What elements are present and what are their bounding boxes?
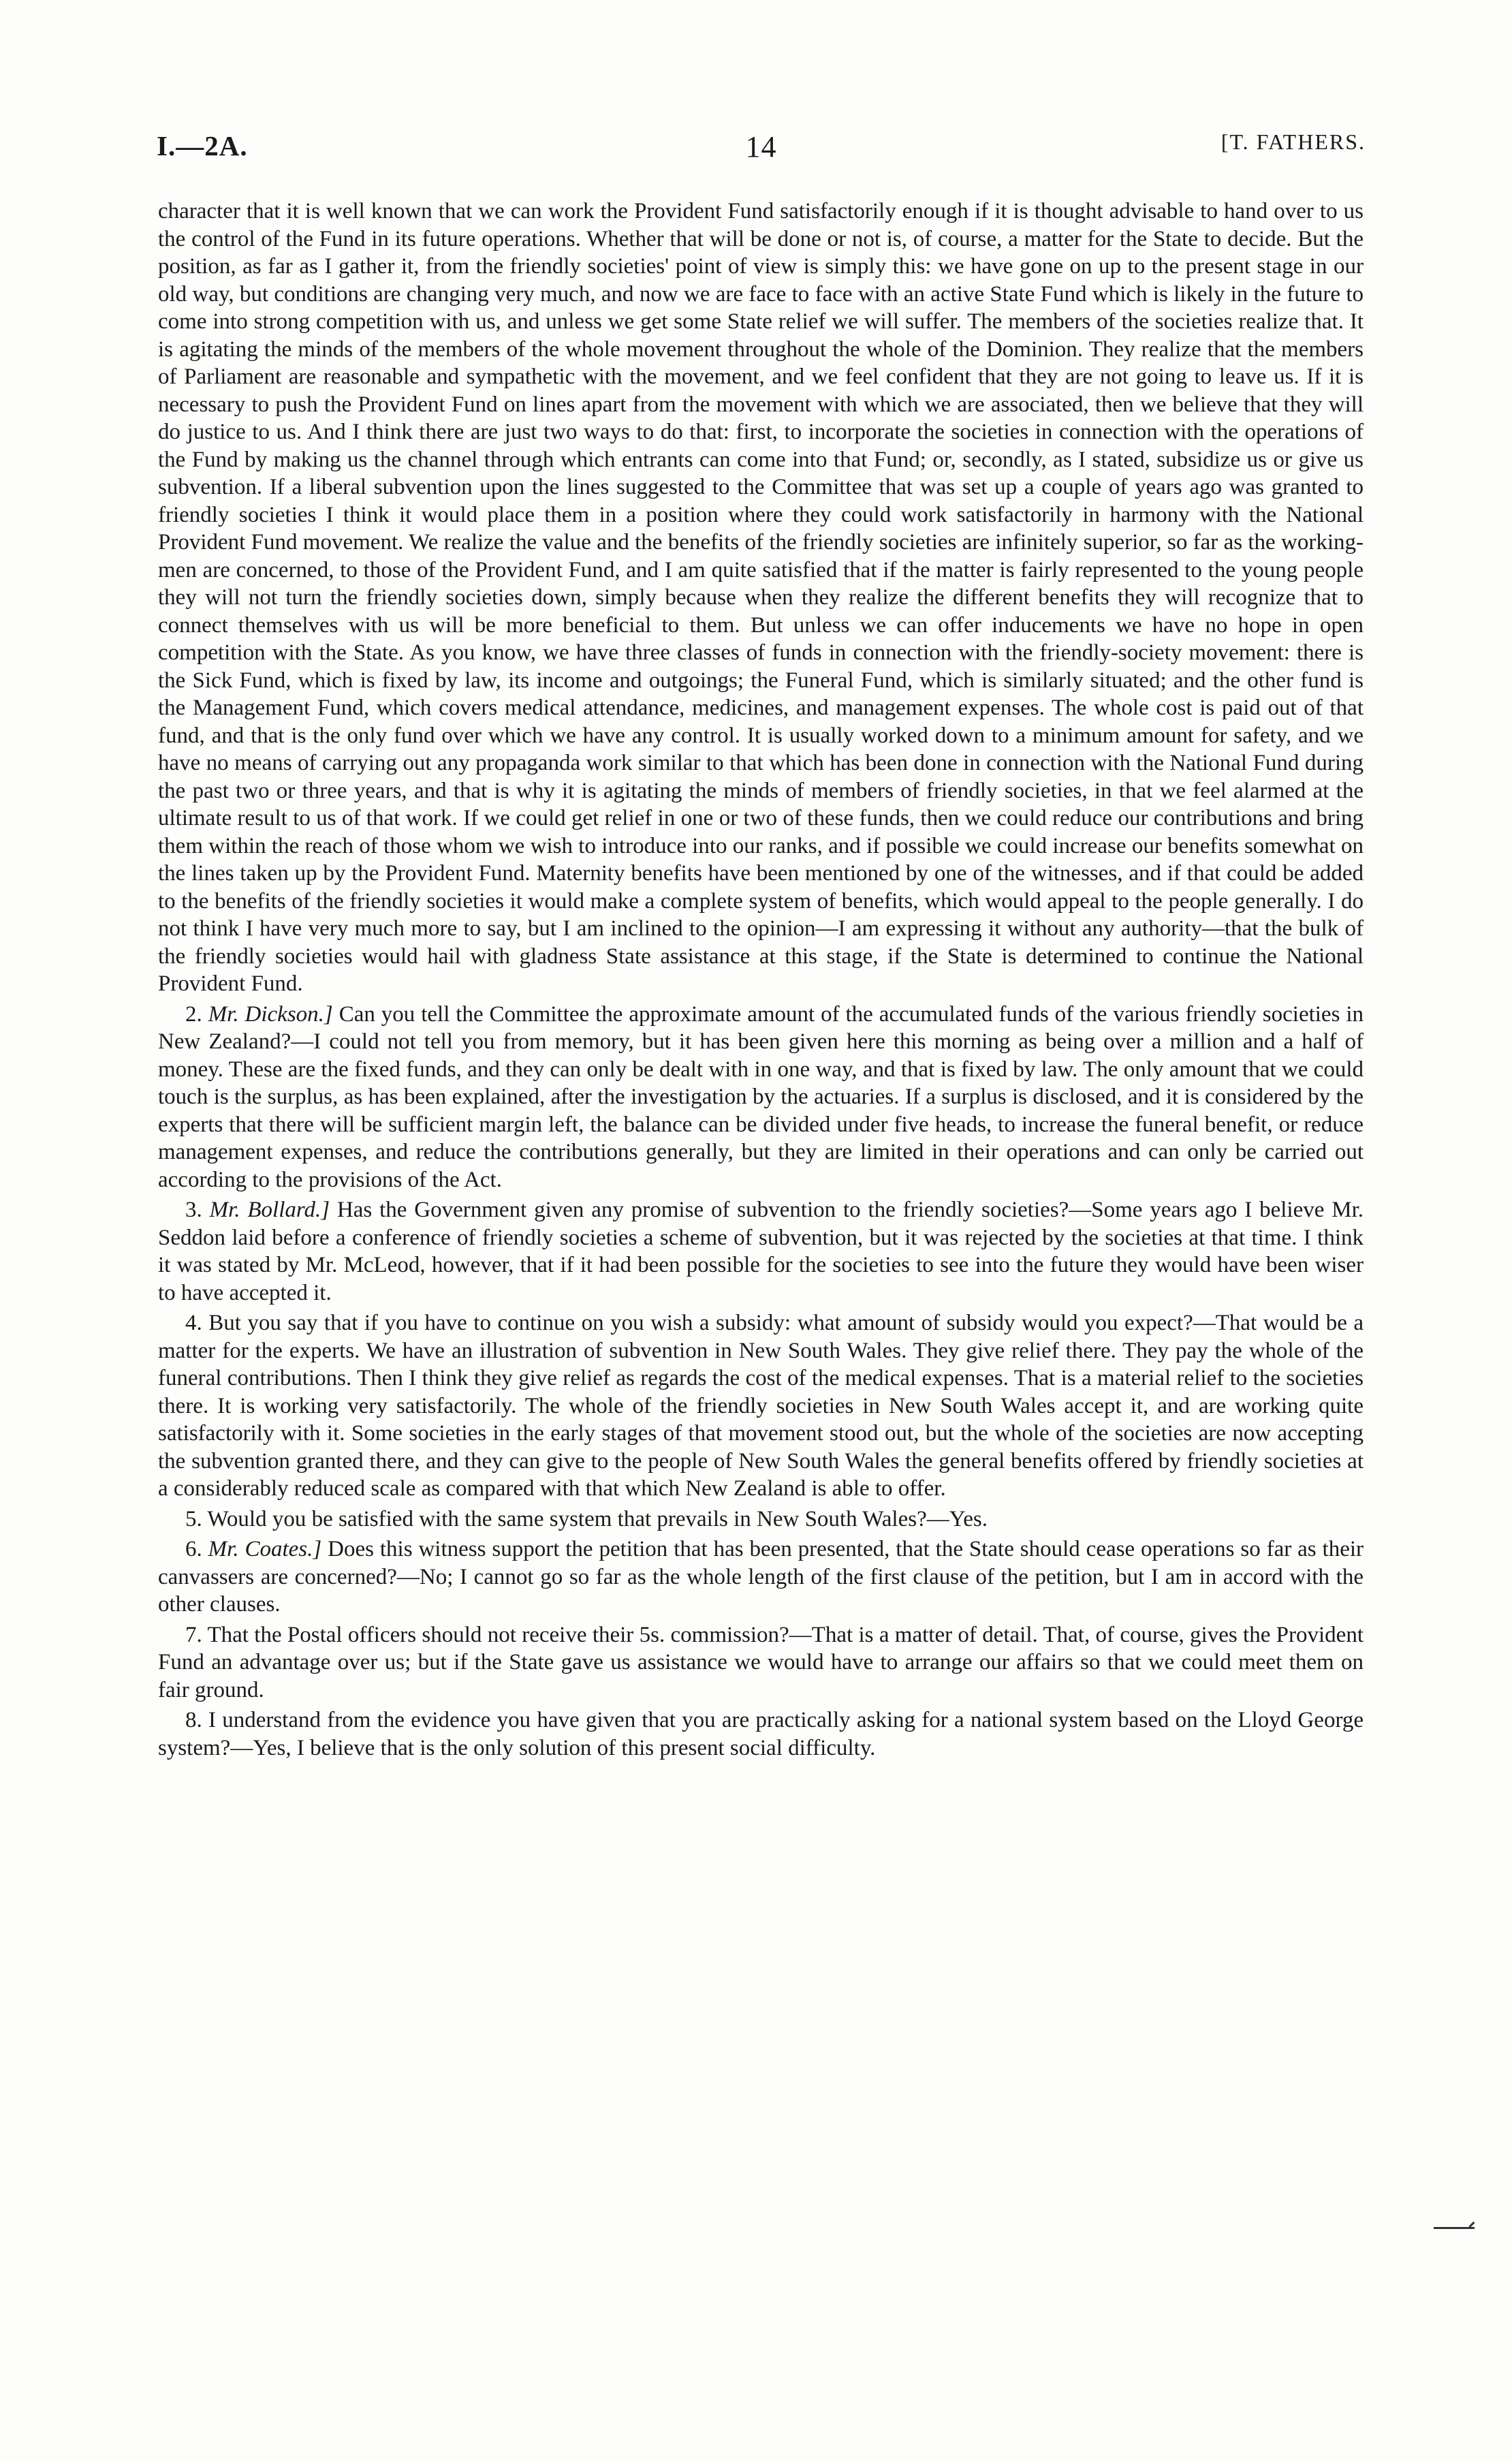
paragraph-text: Can you tell the Committee the approximate amount of the accumulated funds of the various friendly societies in New Zealand?—I could not tell you from memory, but it has been given here this morning as being over a million and a half of money. These are the fixed funds, and they can only be dealt with in one way, and that is fixed by law. The only amount that we could touch is the surplus, as has been explained, after the investigation by the actuaries. If a surplus is disclosed, and it is considered by the experts that there will be sufficient margin left, the balance can be divided under five heads, to increase the funeral benefit, or reduce management expenses, and reduce the contributions generally, but they are limited in their operations and can only be carried out according to the provisions of the Act. <box>158 1001 1364 1192</box>
paragraph-text: That the Postal officers should not receive their 5s. commission?—That is a matter of detail. That, of course, gives the Provident Fund an advantage over us; but if the State gave us assistance we would have to arrange our affairs so that we could meet them on fair ground. <box>158 1622 1364 1702</box>
margin-pencil-mark <box>1434 2227 1475 2232</box>
paragraph-text: But you say that if you have to continue on you wish a subsidy: what amount of subsidy would you expect?—That would be a matter for the experts. We have an illustration of subvention in New South Wales. They give relief there. They pay the whole of the funeral contributions. Then I think they give relief as regards the cost of the medical expenses. That is a material relief to the societies there. It is working very satisfactorily. The whole of the friendly societies in New South Wales accept it, and are working quite satisfactorily with it. Some societies in the early stages of that movement stood out, but the whole of the societies are now accepting the subvention granted there, and they can give to the people of New South Wales the general benefits offered by friendly societies at a considerably reduced scale as compared with that which New Zealand is able to offer. <box>158 1311 1364 1501</box>
question-number: 7. <box>185 1622 202 1647</box>
paragraph-text: I understand from the evidence you have given that you are practically asking for a national system based on the Lloyd George system?—Yes, I believe that is the only solution of this present social difficulty. <box>158 1708 1364 1760</box>
question-paragraph <box>158 1196 1364 1307</box>
question-number: 2. <box>185 1001 202 1027</box>
paragraph-text: Has the Government given any promise of subvention to the friendly societies?—Some years ago I believe Mr. Seddon laid before a conference of friendly societies a scheme of subvention, but it was rejected by the societies at that time. I think it was stated by Mr. McLeod, however, that if it had been possible for the societies to see into the future they would have been wiser to have accepted it. <box>158 1198 1364 1305</box>
page-body <box>158 198 1364 1764</box>
question-number: 4. <box>185 1311 202 1335</box>
paragraph-text: character that it is well known that we can work the Provident Fund satisfactorily enough if it is thought advisable to hand over to us the control of the Fund in its future operations. Whether that will be done or not is, of course, a matter for the State to decide. But the position, as far as I gather it, from the friendly societies' point of view is simply this: we have gone on up to the present stage in our old way, but conditions are changing very much, and now we are face to face with an active State Fund which is likely in the future to come into strong competition with us, and unless we get some State relief we will suffer. The members of the societies realize that. It is agitating the minds of the members of the whole movement throughout the whole of the Dominion. They realize that the members of Parliament are reasonable and sympathetic with the movement, and we feel confident that they are not going to leave us. If it is necessary to push the Provident Fund on lines apart from the movement with which we are associated, then we believe that they will do justice to us. And I think there are just two ways to do that: first, to incorporate the societies in connection with the operations of the Fund by making us the channel through which entrants can come into that Fund; or, secondly, as I stated, subsidize us or give us subvention. If a liberal subvention upon the lines suggested to the Committee that was set up a couple of years ago was granted to friendly societies I think it would place them in a position where they could work satisfactorily in harmony with the National Provident Fund movement. We realize the value and the benefits of the friendly societies are infinitely superior, so far as the working-men are concerned, to those of the Provident Fund, and I am quite satisfied that if the matter is fairly represented to the young people they will not turn the friendly societies down, simply because when they realize the different benefits they will recognize that to connect themselves with us will be more beneficial to them. But unless we can offer inducements we have no hope in open competition with the State. As you know, we have three classes of funds in connection with the friendly-society movement: there is the Sick Fund, which is fixed by law, its income and outgoings; the Funeral Fund, which is similarly situated; and the other fund is the Management Fund, which covers medical attendance, medicines, and management expenses. The whole cost is paid out of that fund, and that is the only fund over which we have any control. It is usually worked down to a minimum amount for safety, and we have no means of carrying out any propaganda work similar to that which has been done in connection with the National Fund during the past two or three years, and that is why it is agitating the minds of members of friendly societies, in that we feel alarmed at the ultimate result to us of that work. If we could get relief in one or two of these funds, then we could reduce our contributions and bring them within the reach of those whom we wish to introduce into our ranks, and if possible we could increase our benefits somewhat on the lines taken up by the Provident Fund. Maternity benefits have been mentioned by one of the witnesses, and if that could be added to the benefits of the friendly societies it would make a complete system of benefits, which would appeal to the people generally. I do not think I have very much more to say, but I am inclined to the opinion—I am expressing it without any authority—that the bulk of the friendly societies would hail with gladness State assistance at this stage, if the State is determined to continue the National Provident Fund. <box>158 199 1364 996</box>
paragraph-text: Does this witness support the petition that has been presented, that the State should cease operations so far as their canvassers are concerned?—No; I cannot go so far as the whole length of the first clause of the petition, but I am in accord with the other clauses. <box>158 1537 1364 1617</box>
witness-name: [T. FATHERS. <box>1220 129 1366 154</box>
document-reference: I.—2A. <box>157 130 248 161</box>
question-paragraph <box>158 1621 1364 1704</box>
page-number: 14 <box>745 130 777 163</box>
question-paragraph <box>158 1707 1364 1762</box>
question-number: 8. <box>185 1708 202 1732</box>
page-header <box>157 129 1366 170</box>
paragraph-text: Would you be satisfied with the same system that prevails in New South Wales?—Yes. <box>207 1506 988 1531</box>
question-paragraph <box>158 1309 1364 1503</box>
speaker-name: Mr. Bollard.] <box>209 1198 330 1222</box>
question-number: 3. <box>185 1198 202 1222</box>
question-number: 5. <box>185 1506 202 1531</box>
question-paragraph <box>158 1001 1364 1194</box>
paragraph-continuation <box>158 198 1364 998</box>
speaker-name: Mr. Dickson.] <box>208 1001 333 1027</box>
question-number: 6. <box>185 1537 202 1561</box>
speaker-name: Mr. Coates.] <box>208 1537 322 1561</box>
question-paragraph <box>158 1536 1364 1619</box>
question-paragraph <box>158 1506 1364 1533</box>
